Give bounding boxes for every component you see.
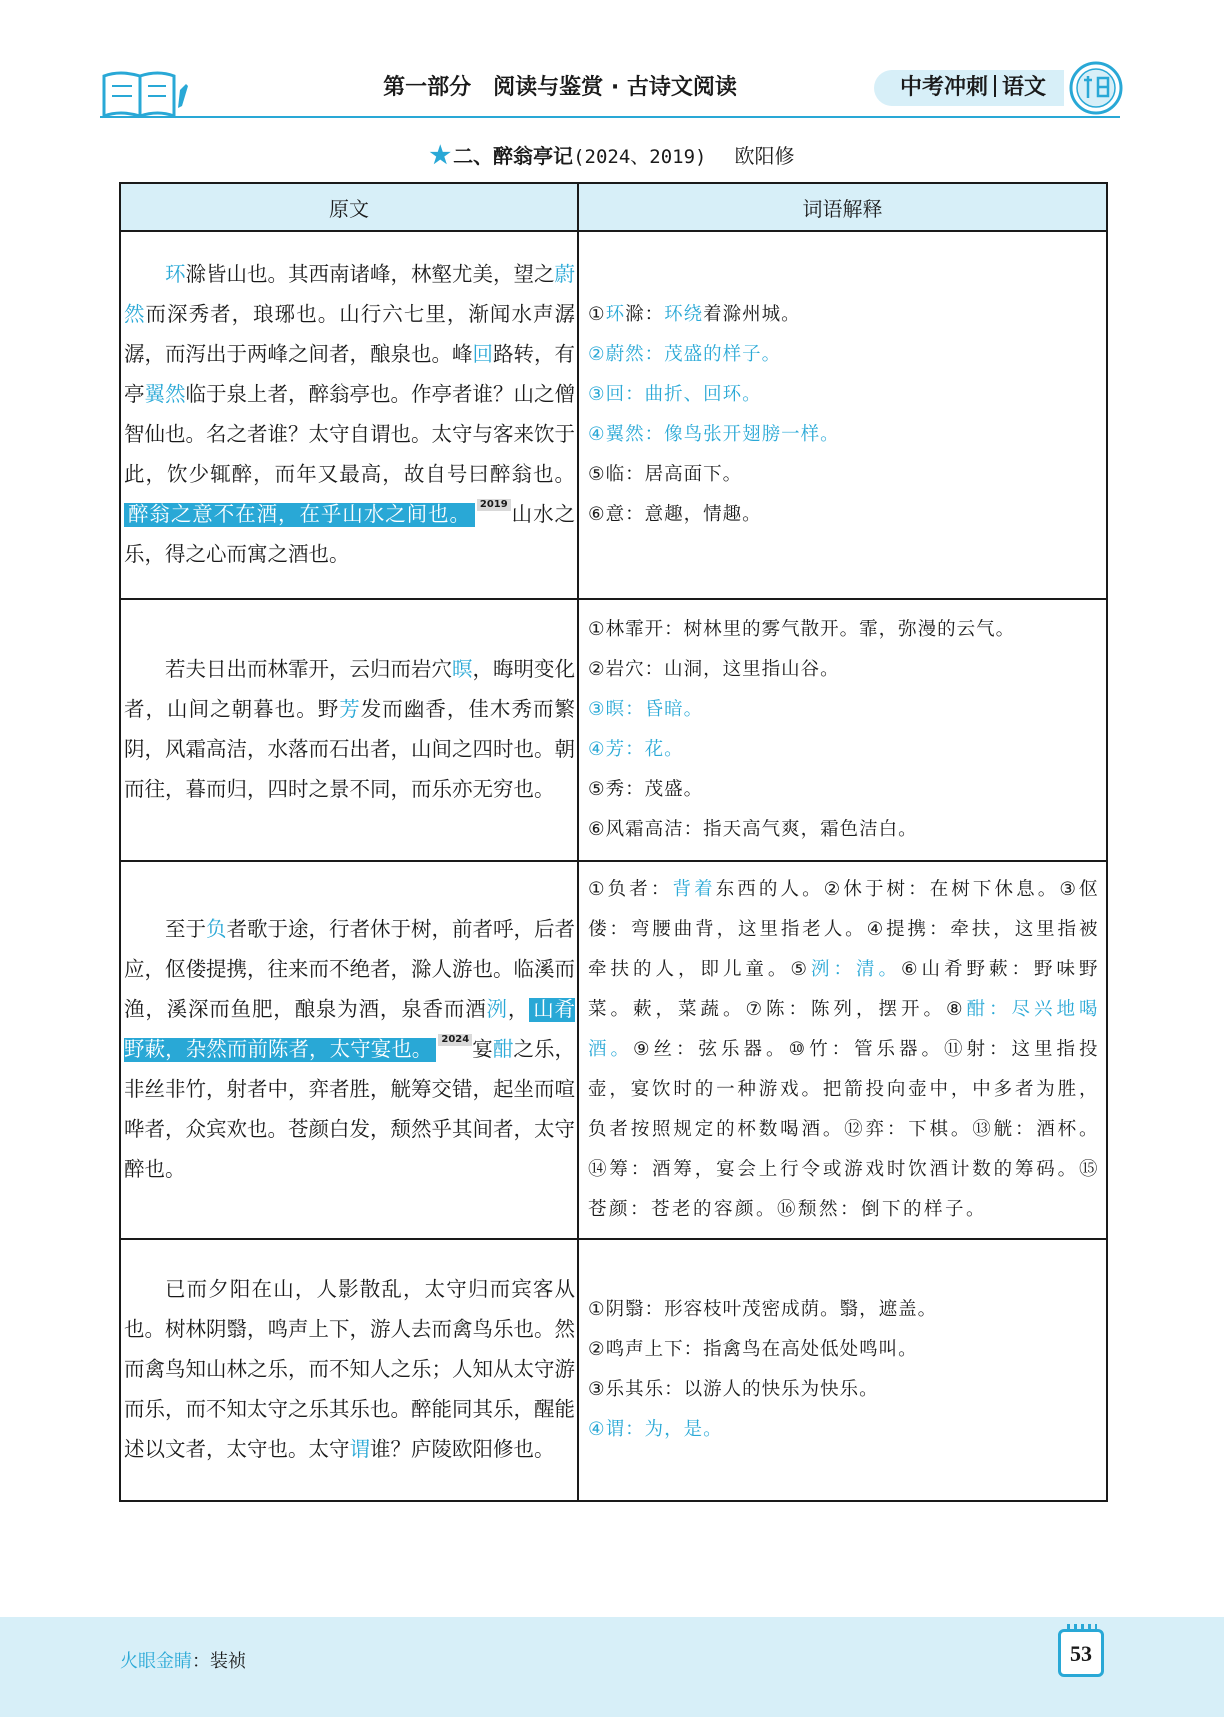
gloss-text: 东西的人。②休于树：在树下休息。③伛偻：弯腰曲背，这里指老人。④提携：牵扶，这里指被牵扶的人，即儿童。⑤ xyxy=(588,879,1100,980)
text-span: ，晦明变化者，山间之朝暮也。野 xyxy=(124,659,575,721)
table-row xyxy=(120,231,1107,599)
section-title: 第一部分 阅读与鉴赏 · 古诗文阅读 xyxy=(383,75,737,100)
gloss-item: ②鸣声上下：指禽鸟在高处低处鸣叫。 xyxy=(588,1339,918,1360)
gloss-keyword: 酣：尽兴地喝酒。 xyxy=(588,999,1100,1060)
keyword: 环 xyxy=(165,264,186,286)
keyword: 谓 xyxy=(349,1439,370,1461)
original-text-cell xyxy=(120,231,578,599)
text-span: 若夫日出而林霏开，云归而岩穴 xyxy=(165,659,452,681)
text-span: 宴 xyxy=(472,1039,493,1061)
footer-note xyxy=(120,1647,246,1673)
text-span: 之乐，非丝非竹，射者中，弈者胜，觥筹交错，起坐而喧哗者，众宾欢也。苍颜白发，颓然乎其间者，太守醉也。 xyxy=(124,1039,576,1181)
gloss-item: ④芳：花。 xyxy=(588,739,684,760)
keyword: 暝 xyxy=(452,659,473,681)
highlighted-sentence: 醉翁之意不在酒，在乎山水之间也。 xyxy=(124,503,475,527)
gloss-item: ②蔚然：茂盛的样子。 xyxy=(588,344,782,365)
essay-title xyxy=(0,140,1224,169)
gloss-cell xyxy=(578,231,1107,599)
header-rule xyxy=(100,116,1120,118)
keyword: 芳 xyxy=(339,699,361,721)
gloss-keyword: 背着 xyxy=(672,879,716,900)
page-number: 53 xyxy=(1058,1629,1104,1677)
keyword: 洌 xyxy=(486,999,508,1021)
footer-keyword: 火眼金睛 xyxy=(120,1651,192,1672)
gloss-item: ①阴翳：形容枝叶茂密成荫。翳，遮盖。 xyxy=(588,1299,938,1320)
table-row xyxy=(120,861,1107,1239)
table-row xyxy=(120,1239,1107,1501)
gloss-item: ⑤秀：茂盛。 xyxy=(588,779,704,800)
gloss-item: ⑥意：意趣，情趣。 xyxy=(588,504,762,525)
keyword: 翼然 xyxy=(144,384,186,406)
gloss-keyword: 洌：清。 xyxy=(811,959,901,980)
gloss-item: ②岩穴：山洞，这里指山谷。 xyxy=(588,659,840,680)
gloss-text: ⑥山肴野蔌：野味野菜。蔌，菜蔬。⑦陈：陈列，摆开。⑧ xyxy=(588,959,1100,1020)
text-span: 滁皆山也。其西南诸峰，林壑尤美，望之 xyxy=(185,264,555,286)
keyword: 负 xyxy=(206,919,227,941)
seal-icon xyxy=(1068,60,1124,116)
highlighted-sentence: 山肴野蔌，杂然而前陈者，太守宴也。 xyxy=(124,999,576,1061)
gloss-item: ④谓：为，是。 xyxy=(588,1419,723,1440)
table-row xyxy=(120,599,1107,861)
original-text-cell xyxy=(120,1239,578,1501)
column-header-gloss: 词语解释 xyxy=(578,183,1107,231)
text-span: 路转，有亭 xyxy=(124,344,575,406)
keyword: 蔚然 xyxy=(124,264,575,326)
gloss-text: ①负者： xyxy=(588,879,673,900)
text-span: 者歌于途，行者休于树，前者呼，后者应，伛偻提携，往来而不绝者，滁人游也。临溪而渔，溪深而鱼肥，酿泉为酒，泉香而酒 xyxy=(124,919,575,1021)
gloss-item: ⑥风霜高洁：指天高气爽，霜色洁白。 xyxy=(588,819,918,840)
page-footer xyxy=(0,1617,1224,1717)
gloss-item: ③乐其乐：以游人的快乐为快乐。 xyxy=(588,1379,879,1400)
gloss-cell xyxy=(578,599,1107,861)
text-gloss-table xyxy=(119,182,1108,1502)
page-header xyxy=(0,0,1224,130)
badge-subject: 语文 xyxy=(1002,75,1047,100)
text-span: 而深秀者，琅琊也。山行六七里，渐闻水声潺潺，而泻出于两峰之间者，酿泉也。峰 xyxy=(124,304,576,366)
essay-name: 二、醉翁亭记 xyxy=(453,144,574,168)
text-span: 已而夕阳在山，人影散乱，太守归而宾客从也。树林阴翳，鸣声上下，游人去而禽鸟乐也。然而禽鸟知山林之乐，而不知人之乐；人知从太守游而乐，而不知太守之乐其乐也。醉能同其乐，醒能述以文者，太守也。太守 xyxy=(124,1279,575,1461)
essay-author: 欧阳修 xyxy=(734,144,795,168)
gloss-cell xyxy=(578,861,1107,1239)
text-span: 谁？庐陵欧阳修也。 xyxy=(370,1439,555,1461)
footer-text: ：装祯 xyxy=(192,1651,246,1672)
text-span: 山水之乐，得之心而寓之酒也。 xyxy=(124,504,576,566)
keyword: 回 xyxy=(472,344,493,366)
text-span: 临于泉上者，醉翁亭也。作亭者谁？山之僧智仙也。名之者谁？太守自谓也。太守与客来饮于此，饮少辄醉，而年又最高，故自号曰醉翁也。 xyxy=(124,384,575,486)
column-header-original: 原文 xyxy=(120,183,578,231)
exam-years: (2024、2019) xyxy=(573,146,707,168)
gloss-item: ③回：曲折、回环。 xyxy=(588,384,762,405)
exam-year-tag: 2019 xyxy=(477,499,511,511)
book-pen-icon xyxy=(100,66,190,122)
gloss-cell xyxy=(578,1239,1107,1501)
gloss-item: ③暝：昏暗。 xyxy=(588,699,704,720)
gloss-item: ⑤临：居高面下。 xyxy=(588,464,743,485)
gloss-item: ①林霏开：树林里的雾气散开。霏，弥漫的云气。 xyxy=(588,619,1016,640)
exam-year-tag: 2024 xyxy=(438,1034,472,1046)
original-text-cell xyxy=(120,861,578,1239)
gloss-item: ①环滁：环绕着滁州城。 xyxy=(588,304,801,325)
badge-series: 中考冲刺 xyxy=(900,75,989,100)
gloss-text: ⑨丝：弦乐器。⑩竹：管乐器。⑪射：这里指投壶，宴饮时的一种游戏。把箭投向壶中，中多者为胜，负者按照规定的杯数喝酒。⑫弈：下棋。⑬觥：酒杯。⑭筹：酒筹，宴会上行令或游戏时饮酒计数的筹码。⑮苍颜：苍老的容颜。⑯颓然：倒下的样子。 xyxy=(588,1039,1100,1220)
text-span: 至于 xyxy=(165,919,206,941)
gloss-item: ④翼然：像鸟张开翅膀一样。 xyxy=(588,424,840,445)
original-text-cell xyxy=(120,599,578,861)
text-span: ， xyxy=(507,999,530,1021)
text-span: 发而幽香，佳木秀而繁阴，风霜高洁，水落而石出者，山间之四时也。朝而往，暮而归，四时之景不同，而乐亦无穷也。 xyxy=(124,699,576,801)
star-icon: ★ xyxy=(429,140,452,169)
subject-badge xyxy=(874,70,1064,106)
keyword: 酣 xyxy=(492,1039,514,1061)
